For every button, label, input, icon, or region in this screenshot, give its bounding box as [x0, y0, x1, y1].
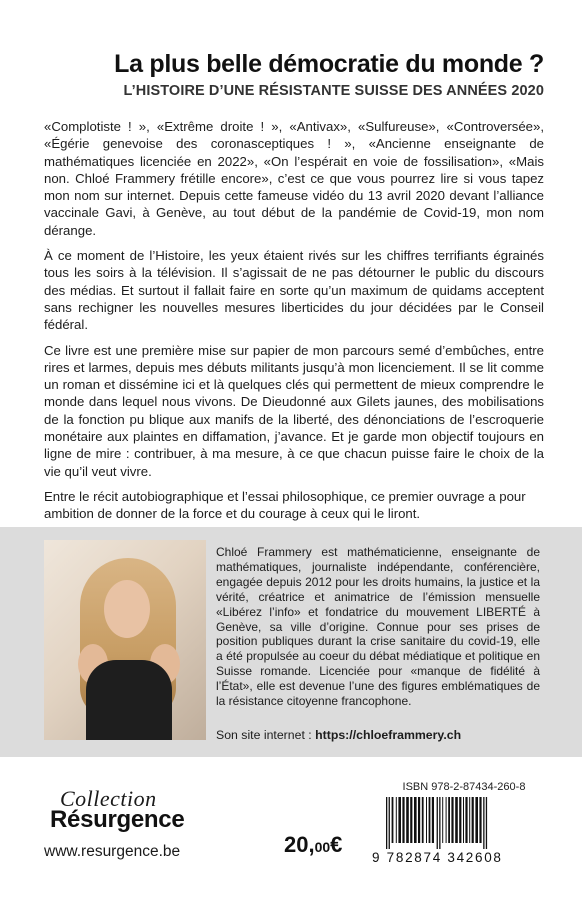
book-subtitle: L’HISTOIRE D’UNE RÉSISTANTE SUISSE DES ANNÉES 2020	[123, 83, 544, 99]
blurb-paragraph-1: «Complotiste ! », «Extrême droite ! », «Antivax», «Sulfureuse», «Controversée», «Égérie genevoise des coronasceptiques ! », «Ancienne enseignante de mathématiques licenciée en 2022», «On l’espérait en voie de fossilisation», «Mais non. Chloé Frammery frétille encore», c’est ce que vous pourrez lire si vous tapez mon nom sur internet. Depuis cette fameuse vidéo du 13 avril 2020 devant l’alliance vaccinale Gavi, à Genève, au tout début de la pandémie de Covid-19, mon nom dérange.	[44, 119, 544, 238]
collection-logo-label: Collection	[60, 786, 157, 811]
author-site	[216, 728, 546, 742]
author-site-label: Son site internet :	[216, 728, 316, 742]
isbn: ISBN 978-2-87434-260-8	[402, 781, 526, 793]
blurb-paragraph-2: À ce moment de l’Histoire, les yeux étaient rivés sur les chiffres terrifiants égrainés tous les soirs à la télévision. Il s’agissait de ne pas détourner le public du discours des médias. Et surtout il fallait faire en sorte qu’un maximum de quidams acceptent sans rechigner les nouvelles mesures liberticides du jour décidées par le Conseil fédéral.	[44, 248, 544, 333]
author-bio: Chloé Frammery est mathématicienne, enseignante de mathématiques, journaliste indépendante, conférencière, engagée depuis 2012 pour les droits humains, la justice et la vérité, créatrice et animatrice de l’émission mensuelle «Libérez l’info» et fondatrice du mouvement LIBERTÉ à Genève, sa ville d’origine. Connue pour ses prises de position publiques durant la crise sanitaire du covid-19, elle a été propulsée au coeur du débat médiatique et politique en Suisse romande. Licenciée pour «manque de fidélité à l’État», elle est devenue l’une des figures emblématiques de la résistance citoyenne francophone.	[216, 545, 540, 709]
price-cents: 00	[314, 839, 331, 855]
collection-logo-name: Résurgence	[50, 806, 185, 833]
barcode	[382, 797, 546, 849]
blurb-paragraph-3: Ce livre est une première mise sur papier de mon parcours semé d’embûches, entre rires et larmes, depuis mes débuts militants jusqu’à mon licenciement. Il se lit comme un roman et dissémine ici et là quelques clés qui permettent de mieux comprendre le monde dans lequel nous vivons. De Dieudonné aux Gilets jaunes, des mobilisations de la fonction pu blique aux manifs de la liberté, des dénonciations de l’escroquerie monétaire aux plaintes en diffamation, j’avance. Et je garde mon objectif toujours en ligne de mire : contribuer, à ma mesure, à ce que chacun puisse faire le choix de la vie qu’il veut vivre.	[44, 342, 544, 479]
price	[284, 832, 342, 858]
author-site-url[interactable]: https://chloeframmery.ch	[315, 728, 462, 742]
blurb-paragraph-4: Entre le récit autobiographique et l’essai philosophique, ce premier ouvrage a pour ambition de donner de la force et du courage à ceux qui le liront.	[44, 488, 526, 522]
price-main: 20,	[284, 832, 315, 857]
publisher-url[interactable]: www.resurgence.be	[44, 843, 181, 860]
barcode-digits: 9 782874 342608	[372, 850, 503, 865]
price-currency: €	[330, 832, 343, 857]
blurb	[44, 118, 544, 556]
author-photo	[44, 540, 206, 740]
book-title: La plus belle démocratie du monde ?	[114, 50, 544, 78]
